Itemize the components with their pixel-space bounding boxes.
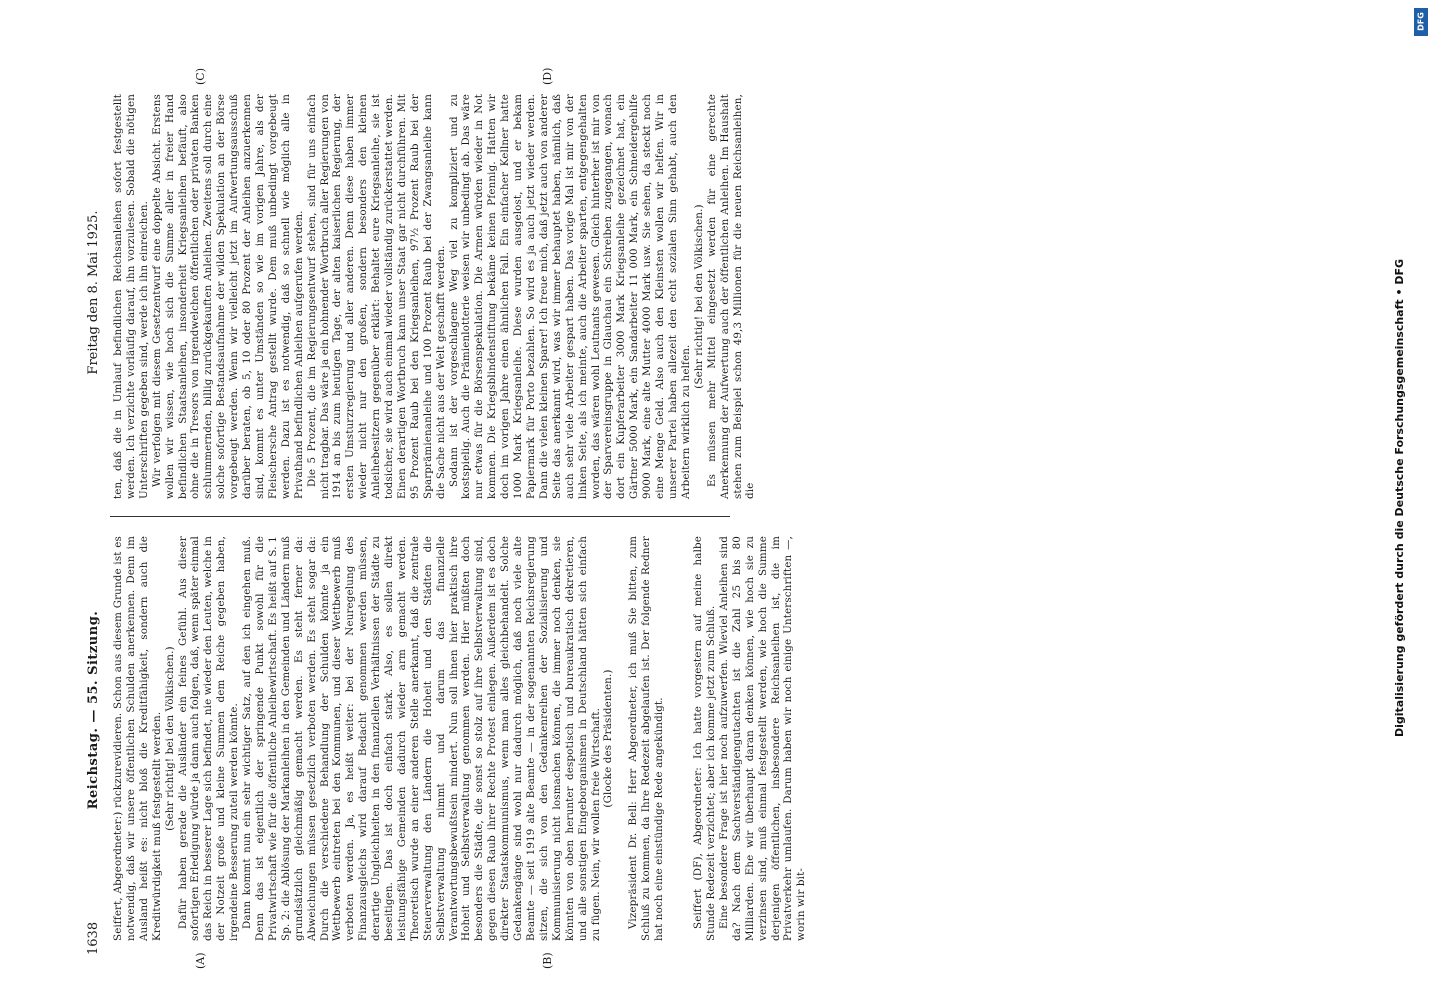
paragraph: Die 5 Prozent, die im Regierungsentwurf stehen, sind für uns einfach nicht tragbar. Das wäre ja ein hohnender Wortbruch aller Regierungen von 1914 an bis zum heutigen Tage, der alten kaiserlichen Regierung, der ersten Umsturzregierung und aller anderen. Denn diese haben immer wieder nicht nur den großen, sondern besonders den kleinen Anleihebesitzern gegenüber erklärt: Behaltet eure Kriegsanleihe, sie ist todsicher, sie wird auch einmal wieder vollständig zurückerstattet werden. Einen derartigen Wortbruch kann unser Staat gar nicht durchführen. Mit 95 Prozent Raub bei den Kriegsanleihen, 97½ Prozent Raub bei der Sparprämienanleihe und 100 Prozent Raub bei der Zwangsanleihe kann die Sache nicht aus der Welt geschafft werden. <box>305 94 447 499</box>
page-content <box>86 67 808 969</box>
margin-marker-a: (A) <box>194 952 207 969</box>
column-divider <box>110 516 730 517</box>
session-title: Reichstag. — 55. Sitzung. <box>86 610 101 810</box>
paragraph: Eine besondere Frage ist hier noch aufzuwerfen. Wieviel Anleihen sind da? Nach dem Sachverständigengutachten ist die Zahl 25 bis 80 Milliarden. Ehe wir überhaupt daran denken können, wie hoch sie zu verzinsen sind, muß einmal festgestellt werden, wie hoch die Summe derjenigen öffentlichen, insbesondere Reichsanleihen ist, die im Privatverkehr umlaufen. Darum haben wir noch einige Unterschriften —, worin wir bit- <box>717 536 808 941</box>
paragraph: ten, daß die in Umlauf befindlichen Reichsanleihen sofort festgestellt werden. Ich verzichte vorläufig darauf, ihn vorzulesen. Sobald die nötigen Unterschriften gegeben sind, werde ich ihn einreichen. <box>112 94 150 499</box>
paragraph: Dafür haben gerade die Ausländer ein feines Gefühl. Aus dieser sofortigen Erledigung würde ja dann auch folgen, daß, wenn später einmal das Reich in besserer Lage sich befindet, nie wieder den Leuten, welche in der Notzeit große und kleine Summen dem Reiche gegeben haben, irgendeine Besserung zuteil werden könnte. <box>176 536 241 941</box>
paragraph: Seiffert (DF), Abgeordneter: Ich hatte vorgestern auf meine halbe Stunde Redezeit verzichtet; aber ich komme jetzt zum Schluß. <box>692 536 717 941</box>
paragraph: Sodann ist der vorgeschlagene Weg viel zu kompliziert und zu kostspielig. Auch die Prämienlotterie weisen wir unbedingt ab. Das wäre nur etwas für die Börsenspekulation. Die Armen würden wieder in Not kommen. Die Kriegsblindenstiftung bekäme keinen Pfennig. Hatten wir doch im vorigen Jahre einen ähnlichen Fall. Ein einfacher Kellner hatte 1000 Mark Kriegsanleihe. Diese wurden ausgelost, und er bekam Papiermark für Porto bezahlen. So wird es ja auch jetzt wieder werden. Dann die vielen kleinen Sparer! Ich freue mich, daß jetzt auch von anderer Seite das anerkannt wird, was wir immer behauptet haben, nämlich, daß auch sehr viele Arbeiter gespart haben. Das vorige Mal ist mir von der linken Seite, als ich meinte, auch die Arbeiter sparten, entgegengehalten worden, das wären wohl Leutnants gewesen. Gleich hinterher ist mir von der Sparvereinsgruppe in Glauchau ein Schreiben zugegangen, wonach dort ein Kupferarbeiter 3000 Mark Kriegsanleihe gezeichnet hat, ein Gärtner 5000 Mark, ein Sandarbeiter 11 000 Mark, ein Schneidergehilfe 9000 Mark, eine alte Mutter 4000 Mark usw. Sie sehen, da steckt noch eine Menge Geld. Also auch den Kleinsten wollen wir helfen. Wir in unserer Partei haben allezeit den echt sozialen Sinn gehabt, auch den Arbeitern wirklich zu helfen. <box>447 94 692 499</box>
scanned-page <box>86 67 808 969</box>
margin-marker-d: (D) <box>541 67 554 85</box>
paragraph: Vizepräsident Dr. Bell: Herr Abgeordneter, ich muß Sie bitten, zum Schluß zu kommen, da Ihre Redezeit abgelaufen ist. Der folgende Redner hat noch eine einstündige Rede angekündigt. <box>627 536 666 941</box>
margin-marker-c: (C) <box>194 68 207 85</box>
paragraph: Wir verfolgen mit diesem Gesetzentwurf eine doppelte Absicht. Erstens wollen wir wissen, wie hoch sich die Summe aller in freier Hand befindlichen Staatsanleihen, insonderheit Kriegsanleihen befäuft, also ohne die in Tresors von irgendwelchen öffentlichen oder privaten Banken schlummernden, billig zurückgekauften Anleihen. Zweitens soll durch eine solche sofortige Bestandsaufnahme der wilden Spekulation an der Börse vorgebeugt werden. Wenn wir vielleicht jetzt im Aufwertungsausschuß darüber beraten, ob 5, 10 oder 80 Prozent der Anleihen anzuerkennen sind, kommt es unter Umständen so wie im vorigen Jahre, als der Fleischersche Antrag gestellt wurde. Dem muß unbedingt vorgebeugt werden. Dazu ist es notwendig, daß so schnell wie möglich alle in Privathand befindlichen Anleihen aufgerufen werden. <box>150 94 305 499</box>
interjection: (Glocke des Präsidenten.) <box>602 669 615 808</box>
right-column <box>112 94 757 499</box>
margin-marker-b: (B) <box>541 952 554 969</box>
session-date: Freitag den 8. Mai 1925. <box>86 210 101 375</box>
left-column <box>112 536 808 941</box>
page-header <box>86 85 108 955</box>
paragraph: Dann kommt nun ein sehr wichtiger Satz, auf den ich eingehen muß. Denn das ist eigentlich der springende Punkt sowohl für die Privatwirtschaft wie für die öffentliche Anleihewirtschaft. Es heißt auf S. 1 Sp. 2: die Ablösung der Markanleihen in den Gemeinden und Ländern muß grundsätzlich gleichmäßig gemacht werden. Es steht ferner da: Abweichungen müssen gesetzlich verboten werden. Es steht sogar da: Durch die verschiedene Behandlung der Schulden könnte ja ein Wettbewerb eintreten bei den Kommunen, und dieser Wettbewerb muß verboten werden. Ja, es heißt weiter: bei der Neuregelung des Finanzausgleichs wird darauf Bedacht genommen werden müssen, derartige Ungleichheiten in den finanziellen Verhältnissen der Städte zu beseitigen. Das ist doch einfach stark. Also, es sollen direkt leistungsfähige Gemeinden dadurch wieder arm gemacht werden. Theoretisch wurde an einer anderen Stelle anerkannt, daß die zentrale Steuerverwaltung den Ländern die Hoheit und den Städten die Selbstverwaltung nimmt und darum das finanzielle Verantwortungsbewußtsein mindert. Nun soll ihnen hier praktisch ihre Hoheit und Selbstverwaltung genommen werden. Hier müßten doch besonders die Städte, die sonst so stolz auf ihre Selbstverwaltung sind, gegen diesen Raub ihrer Rechte Protest einlegen. Außerdem ist es doch direkter Staatskommunismus, wenn man alles gleichbehandelt. Solche Gedankengänge sind wohl nur dadurch möglich, daß noch viele alte Beamte — seit 1919 alte Beamte — in der sogenannten Reichsregierung sitzen, die sich von den Gedankenreihen der Sozialisierung und Kommunisierung nicht losmachen können, die immer noch denken, sie könnten von oben herunter despotisch und bureaukratisch dekretieren, und alle sonstigen Eingeborganismen in Deutschland hätten sich einfach zu fügen. Nein, wir wollen freie Wirtschaft. <box>241 536 602 941</box>
paragraph: Seiffert, Abgeordneter:) rückzurevidieren. Schon aus diesem Grunde ist es notwendig, daß wir unsere öffentlichen Schulden anerkennen. Denn im Ausland heißt es: nicht bloß die Kreditfähigkeit, sondern auch die Kreditwürdigkeit muß festgestellt werden. <box>112 536 163 941</box>
interjection: (Sehr richtig! bei den Völkischen.) <box>163 646 176 831</box>
interjection: (Sehr richtig! bei den Völkischen.) <box>692 204 705 389</box>
credit-text: Digitalisierung gefördert durch die Deutsche Forschungsgemeinschaft • DFG <box>1393 258 1406 738</box>
digitization-credit <box>1381 8 1421 988</box>
dfg-logo <box>1414 8 1428 36</box>
page-number: 1638 <box>86 921 101 955</box>
dfg-logo-text: DFG <box>1416 12 1426 31</box>
paragraph: Es müssen mehr Mittel eingesetzt werden für eine gerechte Anerkennung der Aufwertung auch der öffentlichen Anleihen. Im Haushalt stehen zum Beispiel schon 49,3 Millionen für die neuen Reichsanleihen, die <box>705 94 757 499</box>
